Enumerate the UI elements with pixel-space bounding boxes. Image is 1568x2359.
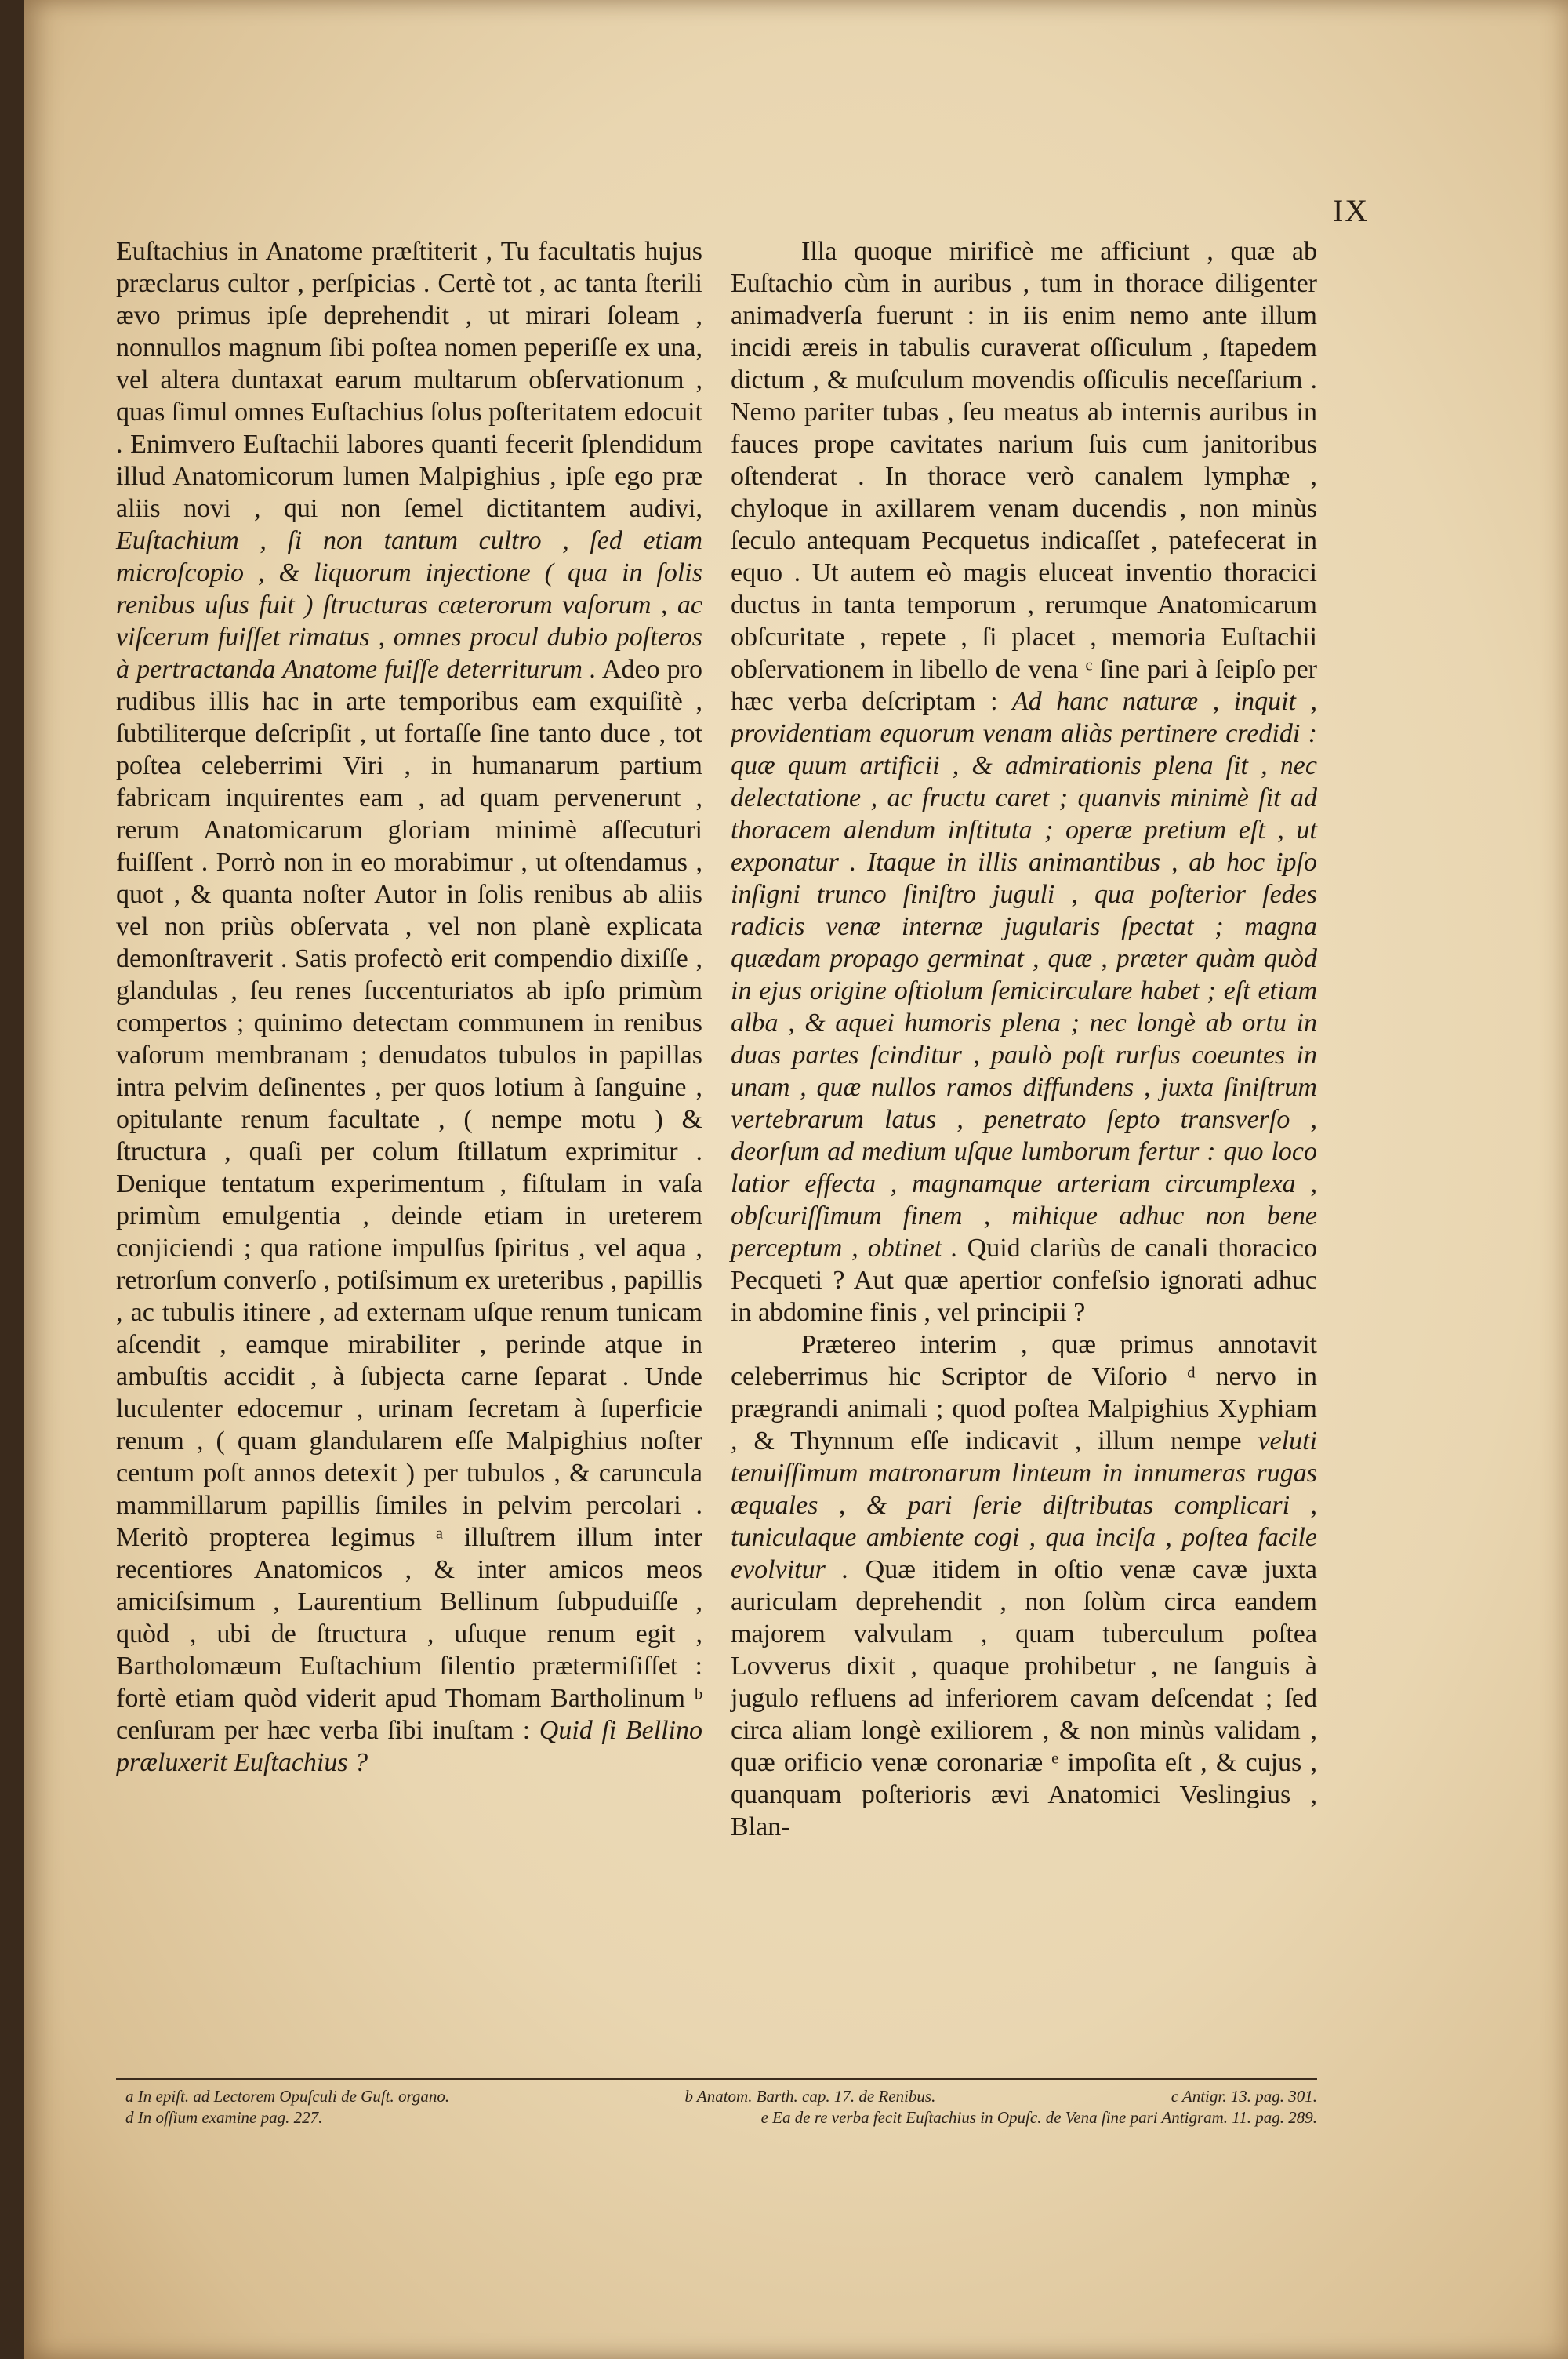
left-paragraph-1: Euſtachius in Anatome præſtiterit , Tu facultatis hujus præclarus cultor , perſpicias . Certè tot , ac tanta ſterili ævo primus ipſe deprehendit , ut mirari ſoleam , nonnullos magnum ſibi poſtea nomen peperiſſe ex una, vel altera duntaxat earum multarum obſervationum , quas ſimul omnes Euſtachius ſolus poſteritatem edocuit . Enimvero Euſtachii labores quanti fecerit ſplendidum illud Anatomicorum lumen Malpighius , ipſe ego præ aliis novi , qui non ſemel dictitantem audivi, Euſtachium , ſi non tantum cultro , ſed etiam microſcopio , & liquorum injectione ( qua in ſolis renibus uſus fuit ) ſtructuras cæterorum vaſorum , ac viſcerum fuiſſet rimatus , omnes procul dubio poſteros à pertractanda Anatome fuiſſe deterriturum . Adeo pro rudibus illis hac in arte temporibus eam exquiſitè , ſubtiliterque deſcripſit , ut fortaſſe ſine tanto duce , tot poſtea celeberrimi Viri , in humanarum partium fabricam inquirentes eam , ad quam pervenerunt , rerum Anatomicarum gloriam minimè aſſecuturi fuiſſent . Porrò non in eo morabimur , ut oſtendamus , quot , & quanta noſter Autor in ſolis renibus ab aliis vel non priùs obſervata , vel non planè explicata demonſtraverit . Satis profectò erit compendio dixiſſe , glandulas , ſeu renes ſuccenturiatos ab ipſo primùm compertos ; quinimo detectam communem in renibus vaſorum membranam ; denudatos tubulos in papillas intra pelvim deſinentes , per quos lotium à ſanguine , opitulante renum facultate , ( nempe motu ) & ſtructura , quaſi per colum ſtillatum exprimitur . Denique tentatum experimentum , fiſtulam in vaſa primùm emulgentia , deinde etiam in ureterem conjiciendi ; qua ratione impulſus ſpiritus , vel aqua , retrorſum converſo , potiſsimum ex ureteribus , papillis , ac tubulis itinere , ad externam uſque renum tunicam aſcendit , eamque mirabiliter , perinde atque in ambuſtis accidit , à ſubjecta carne ſeparat . Unde luculenter edocemur , urinam ſecretam à ſuperficie renum , ( quam glandularem eſſe Malpighius noſter centum poſt annos detexit ) per tubulos , & caruncula mammillarum papillis ſimiles in pelvim percolari . Meritò propterea legimus ᵃ illuſtrem illum inter recentiores Anatomicos , & inter amicos meos amiciſsimum , Laurentium Bellinum ſubpuduiſſe , quòd , ubi de ſtructura , uſuque renum egit , Bartholomæum Euſtachium ſilentio prætermiſiſſet : fortè etiam quòd viderit apud Thomam Bartholinum ᵇ cenſuram per hæc verba ſibi inuſtam : Quid ſi Bellino præluxerit Euſtachius ? bbox=[116, 237, 702, 1777]
right-paragraph-2: Prætereo interim , quæ primus annotavit celeberrimus hic Scriptor de Viſorio ᵈ nervo in prægrandi animali ; quod poſtea Malpighius Xyphiam , & Thynnum eſſe indicavit , illum nempe veluti tenuiſſimum matronarum linteum in innumeras rugas æquales , & pari ſerie diſtributas complicari , tuniculaque ambiente cogi , qua inciſa , poſtea facile evolvitur . Quæ itidem in oſtio venæ cavæ juxta auriculam deprehendit , non ſolùm circa eandem majorem valvulam , quam tuberculum poſtea Lovverus dixit , quaque prohibetur , ne ſanguis à jugulo refluens ad inferiorem cavam deſcendat ; ſed circa aliam longè exiliorem , & non minùs validam , quæ orificio venæ coronariæ ᵉ impoſita eſt , & cujus , quanquam poſterioris ævi Anatomici Veslingius , Blan- bbox=[731, 1330, 1318, 1841]
footnote-row-2 bbox=[125, 2107, 1317, 2128]
left-column bbox=[116, 235, 702, 1779]
footnote-row-1 bbox=[125, 2086, 1317, 2107]
footnote-c: c Antigr. 13. pag. 301. bbox=[1171, 2087, 1317, 2106]
right-column bbox=[731, 235, 1317, 1843]
right-paragraph-1: Illa quoque mirificè me afficiunt , quæ ab Euſtachio cùm in auribus , tum in thorace diligenter animadverſa fuerunt : in iis enim nemo ante illum incidi æreis in tabulis curaverat oſſiculum , ſtapedem dictum , & muſculum movendis oſſiculis neceſſarium . Nemo pariter tubas , ſeu meatus ab internis auribus in fauces prope cavitates narium ſuis cum janitoribus oſtenderat . In thorace verò canalem lymphæ , chyloque in axillarem venam ducendis , non minùs ſeculo antequam Pecquetus indicaſſet , patefecerat in equo . Ut autem eò magis eluceat inventio thoracici ductus in tanta temporum , rerumque Anatomicarum obſcuritate , repete , ſi placet , memoria Euſtachii obſervationem in libello de vena ᶜ ſine pari à ſeipſo per hæc verba deſcriptam : Ad hanc naturæ , inquit , providentiam equorum venam aliàs pertinere credidi : quæ quum artificii , & admirationis plena ſit , nec delectatione , ac fructu caret ; quanvis minimè ſit ad thoracem alendum inſtituta ; operæ pretium eſt , ut exponatur . Itaque in illis animantibus , ab hoc ipſo inſigni trunco ſiniſtro juguli , qua poſterior ſedes radicis venæ internæ jugularis ſpectat ; magna quædam propago germinat , quæ , præter quàm quòd in ejus origine oſtiolum ſemicirculare habet ; eſt etiam alba , & aquei humoris plena ; nec longè ab ortu in duas partes ſcinditur , paulò poſt rurſus coeuntes in unam , quæ nullos ramos diffundens , juxta ſiniſtrum vertebrarum latus , penetrato ſepto transverſo , deorſum ad medium uſque lumborum fertur : quo loco latior effecta , magnamque arteriam circumplexa , obſcuriſſimum finem , mihique adhuc non bene perceptum , obtinet . Quid clariùs de canali thoracico Pecqueti ? Aut quæ apertior confeſsio ignorati adhuc in abdomine finis , vel principii ? bbox=[731, 237, 1318, 1327]
page-number: IX bbox=[1333, 193, 1370, 228]
footnote-rule bbox=[116, 2078, 1317, 2080]
footnote-e: e Ea de re verba fecit Euſtachius in Opuſc. de Vena ſine pari Antigram. 11. pag. 289. bbox=[760, 2108, 1317, 2127]
footnotes bbox=[125, 2086, 1317, 2128]
footnote-a: a In epiſt. ad Lectorem Opuſculi de Guſt. organo. bbox=[125, 2087, 450, 2106]
footnote-b: b Anatom. Barth. cap. 17. de Renibus. bbox=[684, 2087, 936, 2106]
footnote-d: d In oſſium examine pag. 227. bbox=[125, 2108, 323, 2127]
book-page bbox=[24, 0, 1568, 2359]
